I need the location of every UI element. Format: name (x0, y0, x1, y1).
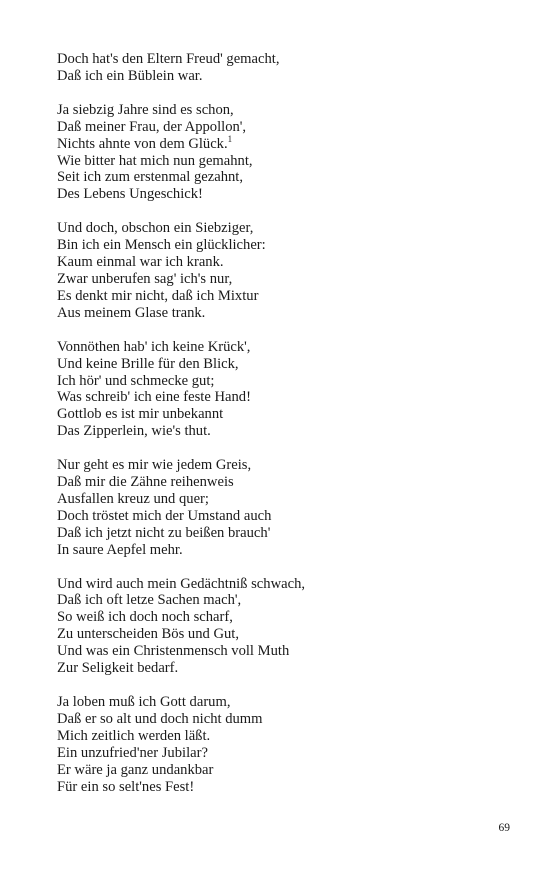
verse-line: Was schreib' ich eine feste Hand! (57, 389, 251, 406)
stanza-6 (57, 576, 517, 677)
verse-line: Und keine Brille für den Blick, (57, 355, 239, 372)
verse-line: So weiß ich doch noch scharf, (57, 609, 233, 626)
stanza-4 (57, 339, 517, 440)
footnote-marker: 1 (227, 133, 233, 144)
stanza-2 (57, 102, 517, 203)
verse-line: Das Zipperlein, wie's thut. (57, 423, 211, 440)
verse-line: Wie bitter hat mich nun gemahnt, (57, 152, 253, 169)
verse-line-with-footnote (57, 133, 517, 153)
stanza-1 (57, 51, 517, 85)
verse-line: Zur Seligkeit bedarf. (57, 660, 179, 677)
verse-line: Ja siebzig Jahre sind es schon, (57, 101, 234, 118)
stanza-7 (57, 694, 517, 795)
page-number: 69 (498, 822, 510, 834)
verse-line: Daß meiner Frau, der Appollon', (57, 118, 247, 135)
verse-line: Daß ich ein Büblein war. (57, 67, 203, 84)
verse-line-text: Nichts ahnte von dem Glück. (57, 135, 228, 152)
verse-line: Und was ein Christenmensch voll Muth (57, 643, 290, 660)
verse-line: Ein unzufried'ner Jubilar? (57, 744, 208, 761)
verse-line: Daß ich jetzt nicht zu beißen brauch' (57, 524, 271, 541)
verse-line: Ja loben muß ich Gott darum, (57, 694, 231, 710)
verse-line: Und wird auch mein Gedächtniß schwach, (57, 575, 306, 592)
verse-line: Doch tröstet mich der Umstand auch (57, 507, 272, 524)
verse-line: In saure Aepfel mehr. (57, 541, 183, 558)
verse-line: Seit ich zum erstenmal gezahnt, (57, 169, 244, 186)
verse-line: Und doch, obschon ein Siebziger, (57, 220, 254, 237)
stanza-3 (57, 220, 517, 321)
verse-line: Zu unterscheiden Bös und Gut, (57, 626, 239, 643)
verse-line: Des Lebens Ungeschick! (57, 186, 203, 203)
verse-line: Gottlob es ist mir unbekannt (57, 406, 224, 423)
verse-line: Er wäre ja ganz undankbar (57, 761, 214, 778)
verse-line: Ich hör' und schmecke gut; (57, 372, 215, 389)
verse-line: Daß ich oft letze Sachen mach', (57, 592, 242, 609)
verse-line: Ausfallen kreuz und quer; (57, 490, 209, 507)
stanza-5 (57, 457, 517, 558)
verse-line: Für ein so selt'nes Fest! (57, 778, 195, 795)
poem-text (57, 51, 517, 812)
verse-line: Mich zeitlich werden läßt. (57, 727, 211, 744)
verse-line: Kaum einmal war ich krank. (57, 254, 224, 271)
verse-line: Zwar unberufen sag' ich's nur, (57, 270, 233, 287)
verse-line: Bin ich ein Mensch ein glücklicher: (57, 237, 266, 254)
verse-line: Daß er so alt und doch nicht dumm (57, 710, 263, 727)
verse-line: Doch hat's den Eltern Freud' gemacht, (57, 51, 280, 67)
verse-line: Daß mir die Zähne reihenweis (57, 474, 234, 491)
verse-line: Nur geht es mir wie jedem Greis, (57, 457, 252, 474)
verse-line: Vonnöthen hab' ich keine Krück', (57, 338, 251, 355)
verse-line: Aus meinem Glase trank. (57, 304, 206, 321)
verse-line: Es denkt mir nicht, daß ich Mixtur (57, 287, 259, 304)
